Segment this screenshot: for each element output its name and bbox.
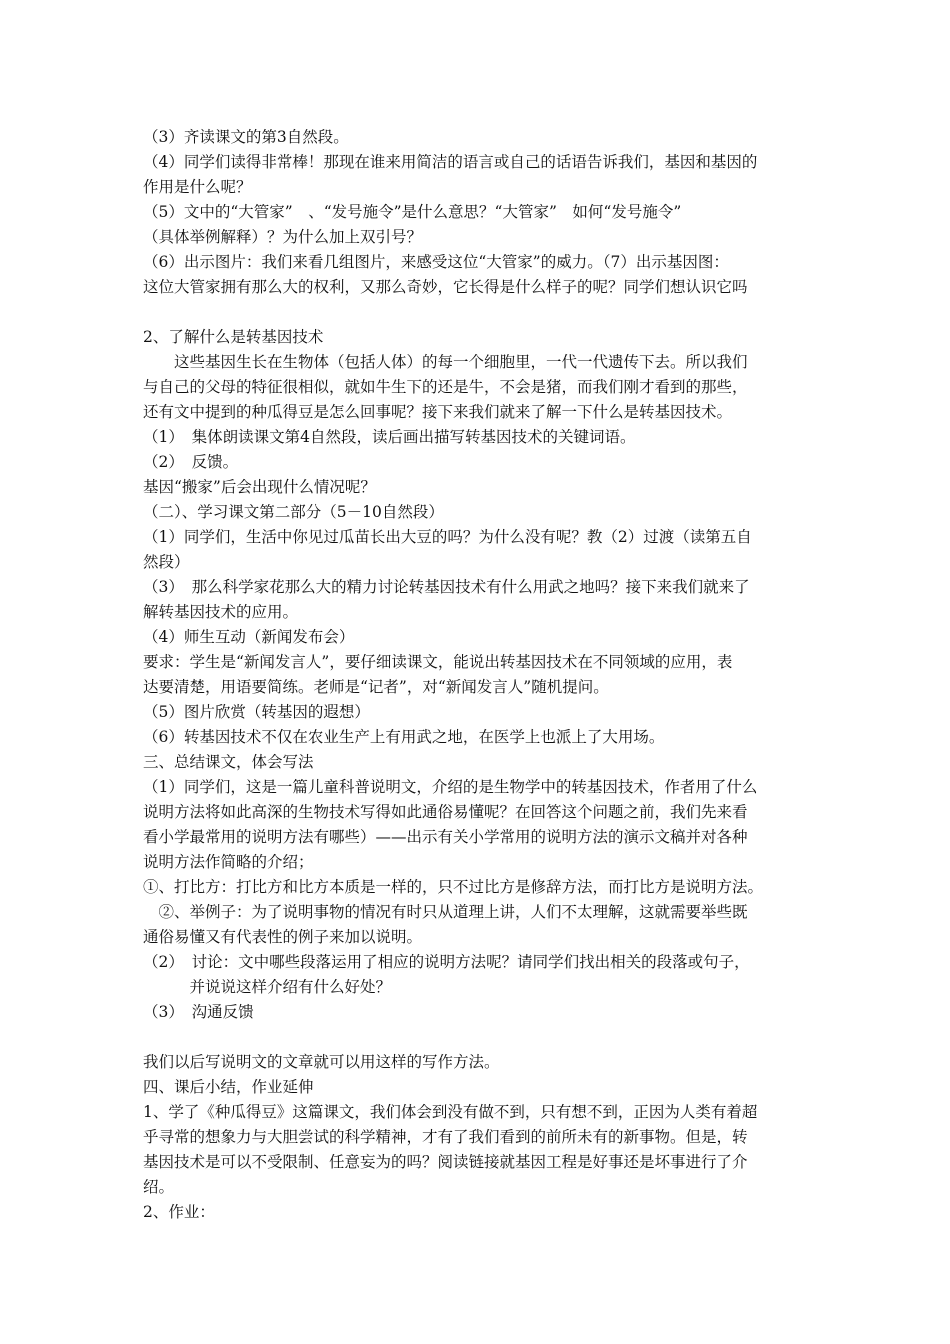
text-line: （6）出示图片：我们来看几组图片，来感受这位“大管家”的威力。（7）出示基因图：: [143, 253, 729, 271]
text-line: （1） 集体朗读课文第4自然段，读后画出描写转基因技术的关键词语。: [143, 428, 636, 446]
text-line: （具体举例解释）？为什么加上双引号？: [143, 228, 423, 246]
text-line: 还有文中提到的种瓜得豆是怎么回事呢？接下来我们就来了解一下什么是转基因技术。: [143, 403, 733, 421]
text-line: （3） 沟通反馈: [143, 1003, 254, 1021]
text-line: 达要清楚，用语要简练。老师是“记者”，对“新闻发言人”随机提问。: [143, 678, 609, 696]
text-line: 并说说这样介绍有什么好处？: [143, 978, 392, 996]
text-line: （2） 反馈。: [143, 453, 239, 471]
text-line: （1）同学们，生活中你见过瓜苗长出大豆的吗？为什么没有呢？教（2）过渡（读第五自: [143, 528, 752, 546]
section-heading: （二）、学习课文第二部分（5－10自然段）: [143, 503, 444, 521]
text-line: 解转基因技术的应用。: [143, 603, 299, 621]
text-line: （6）转基因技术不仅在农业生产上有用武之地，在医学上也派上了大用场。: [143, 728, 665, 746]
text-line: 然段）: [143, 553, 190, 571]
text-line: 1、学了《种瓜得豆》这篇课文，我们体会到没有做不到，只有想不到，正因为人类有着超: [143, 1103, 758, 1121]
text-line: 作用是什么呢？: [143, 178, 252, 196]
text-line: （4）师生互动（新闻发布会）: [143, 628, 355, 646]
text-line: 通俗易懂又有代表性的例子来加以说明。: [143, 928, 423, 946]
section-heading: 三、总结课文，体会写法: [143, 753, 314, 771]
text-line: 要求：学生是“新闻发言人”，要仔细读课文，能说出转基因技术在不同领域的应用，表: [143, 653, 733, 671]
text-line: 与自己的父母的特征很相似，就如牛生下的还是牛，不会是猪，而我们刚才看到的那些，: [143, 378, 748, 396]
text-line: 我们以后写说明文的文章就可以用这样的写作方法。: [143, 1053, 500, 1071]
section-heading: 2、了解什么是转基因技术: [143, 328, 324, 346]
text-line: 基因“搬家”后会出现什么情况呢？: [143, 478, 376, 496]
text-line: （1）同学们，这是一篇儿童科普说明文，介绍的是生物学中的转基因技术，作者用了什么: [143, 778, 758, 796]
text-line: 基因技术是可以不受限制、任意妄为的吗？阅读链接就基因工程是好事还是坏事进行了介: [143, 1153, 748, 1171]
text-line: （5）文中的“大管家” 、“发号施令”是什么意思？“大管家” 如何“发号施令”: [143, 203, 682, 221]
text-line: （4）同学们读得非常棒！那现在谁来用简洁的语言或自己的话语告诉我们，基因和基因的: [143, 153, 758, 171]
text-line: ②、举例子：为了说明事物的情况有时只从道理上讲，人们不太理解，这就需要举些既: [143, 903, 748, 921]
text-line: （3）齐读课文的第3自然段。: [143, 128, 349, 146]
text-line: 说明方法将如此高深的生物技术写得如此通俗易懂呢？在回答这个问题之前，我们先来看: [143, 803, 748, 821]
text-line: 这些基因生长在生物体（包括人体）的每一个细胞里，一代一代遗传下去。所以我们: [143, 353, 748, 371]
text-line: （5）图片欣赏（转基因的遐想）: [143, 703, 370, 721]
text-line: 看小学最常用的说明方法有哪些）——出示有关小学常用的说明方法的演示文稿并对各种: [143, 828, 748, 846]
text-line: ①、打比方：打比方和比方本质是一样的，只不过比方是修辞方法，而打比方是说明方法。: [143, 878, 764, 896]
text-line: 乎寻常的想象力与大胆尝试的科学精神，才有了我们看到的前所未有的新事物。但是，转: [143, 1128, 748, 1146]
text-line: 这位大管家拥有那么大的权利，又那么奇妙，它长得是什么样子的呢？同学们想认识它吗: [143, 278, 748, 296]
text-line: （3） 那么科学家花那么大的精力讨论转基因技术有什么用武之地吗？接下来我们就来了: [143, 578, 750, 596]
text-line: 2、作业：: [143, 1203, 215, 1221]
section-heading: 四、课后小结，作业延伸: [143, 1078, 314, 1096]
text-line: 说明方法作简略的介绍；: [143, 853, 314, 871]
text-line: 绍。: [143, 1178, 175, 1196]
text-line: （2） 讨论：文中哪些段落运用了相应的说明方法呢？请同学们找出相关的段落或句子，: [143, 953, 750, 971]
